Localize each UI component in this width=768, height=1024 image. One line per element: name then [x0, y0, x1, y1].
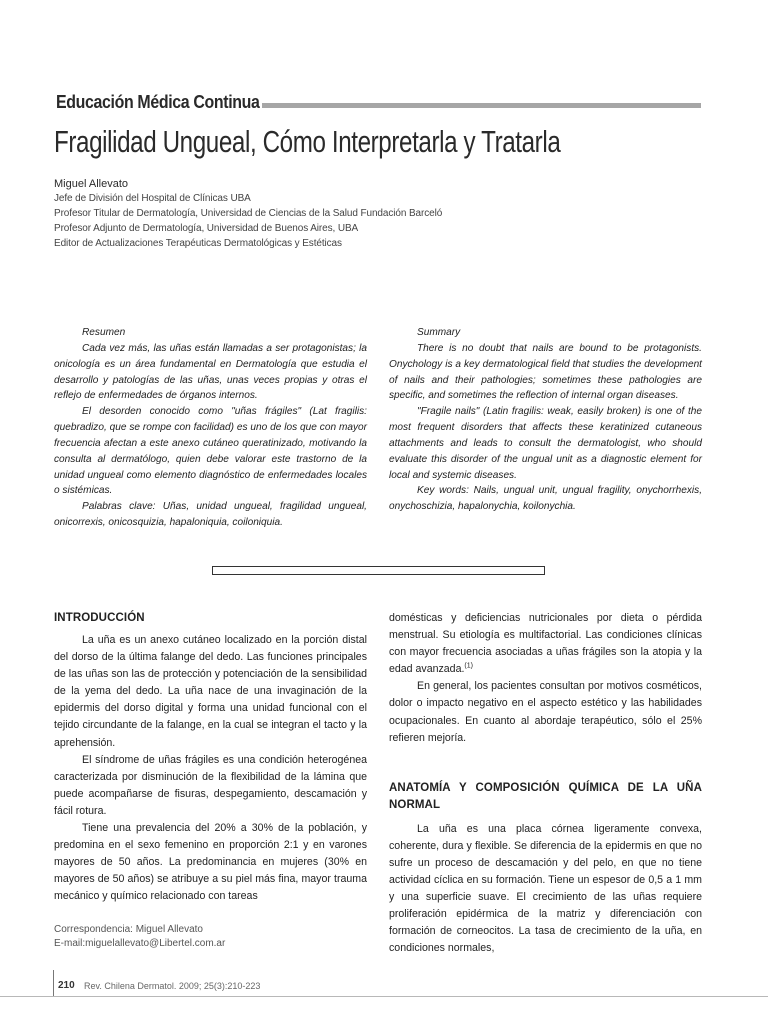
author-affiliation: Profesor Adjunto de Dermatología, Universidad de Buenos Aires, UBA [54, 223, 359, 234]
abstract-paragraph: "Fragile nails" (Latin fragilis: weak, easily broken) is one of the most frequent disorders that affects these keratinized cutaneous attachments and leads to consult the dermatologist, who should evaluate this disorder of the ungual unit as a diagnostic element for local and systemic diseases. [389, 406, 702, 481]
body-paragraph: Tiene una prevalencia del 20% a 30% de la población, y predomina en el sexo femenino en proporción 2:1 y en varones mayores de 50 años. La predominancia en mujeres (30% en mayores de 50 años) se atribuye a su piel más fina, mayor trauma mecánico y químico relacionado con tareas [54, 822, 367, 903]
abstract-spanish [54, 325, 367, 531]
correspondence-line: Correspondencia: Miguel Allevato [54, 924, 203, 935]
footer-divider [53, 970, 54, 997]
body-column-left [54, 610, 367, 906]
section-separator [212, 566, 545, 575]
author-affiliation: Jefe de División del Hospital de Clínicas UBA [54, 193, 251, 204]
body-paragraph: El síndrome de uñas frágiles es una condición heterogénea caracterizada por disminución de la flexibilidad de la lámina que puede acompañarse de fisuras, despegamiento, descamación y fácil rotura. [54, 753, 367, 817]
section-heading: ANATOMÍA Y COMPOSICIÓN QUÍMICA DE LA UÑA NORMAL [389, 781, 702, 811]
keywords: Key words: Nails, ungual unit, ungual fragility, onychorrhexis, onychoschizia, hapalonychia, koilonychia. [389, 485, 702, 513]
body-paragraph: En general, los pacientes consultan por motivos cosméticos, dolor o impacto negativo en el aspecto estético y las habilidades ocupacionales. En cuanto al abordaje terapéutico, sólo el 25% refieren mejoría. [389, 680, 702, 744]
abstract-paragraph: There is no doubt that nails are bound to be protagonists. Onychology is a key dermatological field that studies the development of nails and their pathologies; sometimes these pathologies are specific, and sometimes the reflection of internal organ diseases. [389, 342, 702, 402]
abstract-heading: Summary [417, 327, 461, 338]
abstract-english [389, 325, 702, 515]
page-number: 210 [58, 980, 75, 991]
section-heading: INTRODUCCIÓN [54, 612, 145, 624]
journal-reference: Rev. Chilena Dermatol. 2009; 25(3):210-223 [84, 981, 261, 991]
body-text: domésticas y deficiencias nutricionales por dieta o pérdida menstrual. Su etiología es multifactorial. Las condiciones clínicas con mayor frecuencia asociadas a uñas frágiles son la atopia y la edad avanzada. [389, 612, 702, 676]
section-label: Educación Médica Continua [56, 91, 260, 112]
body-paragraph: La uña es una placa córnea ligeramente convexa, coherente, dura y flexible. Se diferencia de la epidermis en que no sufre un proceso de descamación y del pelo, en que no tiene actividad cíclica en su formación. Tiene un espesor de 0,5 a 1 mm y una superficie suave. El crecimiento de las uñas requiere proliferación epidérmica de la matriz y diferenciación con formación de corneocitos. La tasa de crecimiento de la uña, en condiciones normales, [389, 822, 702, 955]
article-title: Fragilidad Ungueal, Cómo Interpretarla y Tratarla [54, 124, 561, 159]
author-affiliation: Editor de Actualizaciones Terapéuticas Dermatológicas y Estéticas [54, 238, 342, 249]
abstract-paragraph: Cada vez más, las uñas están llamadas a ser protagonistas; la onicología es un área fundamental en Dermatología que estudia el desarrollo y patologías de las uñas, unas veces propias y otras el reflejo de enfermedades de órganos internos. [54, 342, 367, 402]
keywords: Palabras clave: Uñas, unidad ungueal, fragilidad ungueal, onicorrexis, onicosquizia, hapaloniquia, coiloniquia. [54, 501, 367, 529]
section-rule [262, 103, 701, 108]
author-name: Miguel Allevato [54, 178, 128, 190]
body-column-right [389, 610, 702, 958]
footer-rule [0, 996, 768, 997]
body-paragraph: La uña es un anexo cutáneo localizado en la porción distal del dorso de la última falange del dedo. Las funciones principales de las uñas son las de protección y potenciación de la sensibilidad de la yema del dedo. La uña nace de una invaginación de la epidermis del dorso digital y forma una unidad funcional con el tejido circundante de la falange, en la cual se integran el tacto y la aprehensión. [54, 634, 367, 749]
abstract-heading: Resumen [82, 327, 126, 338]
author-affiliation: Profesor Titular de Dermatología, Universidad de Ciencias de la Salud Fundación Barceló [54, 208, 443, 219]
abstract-paragraph: El desorden conocido como "uñas frágiles" (Lat fragilis: quebradizo, que se rompe con facilidad) es uno de los que con mayor frecuencia afectan a este anexo cutáneo queratinizado, motivando la consulta al dermatólogo, quien debe valorar este trastorno de la unidad ungueal como elemento diagnóstico de enfermedades locales o sistémicas. [54, 406, 367, 497]
reference-marker: (1) [464, 662, 473, 670]
body-paragraph-continued [389, 610, 702, 678]
correspondence-email: E-mail:miguelallevato@Libertel.com.ar [54, 938, 226, 949]
